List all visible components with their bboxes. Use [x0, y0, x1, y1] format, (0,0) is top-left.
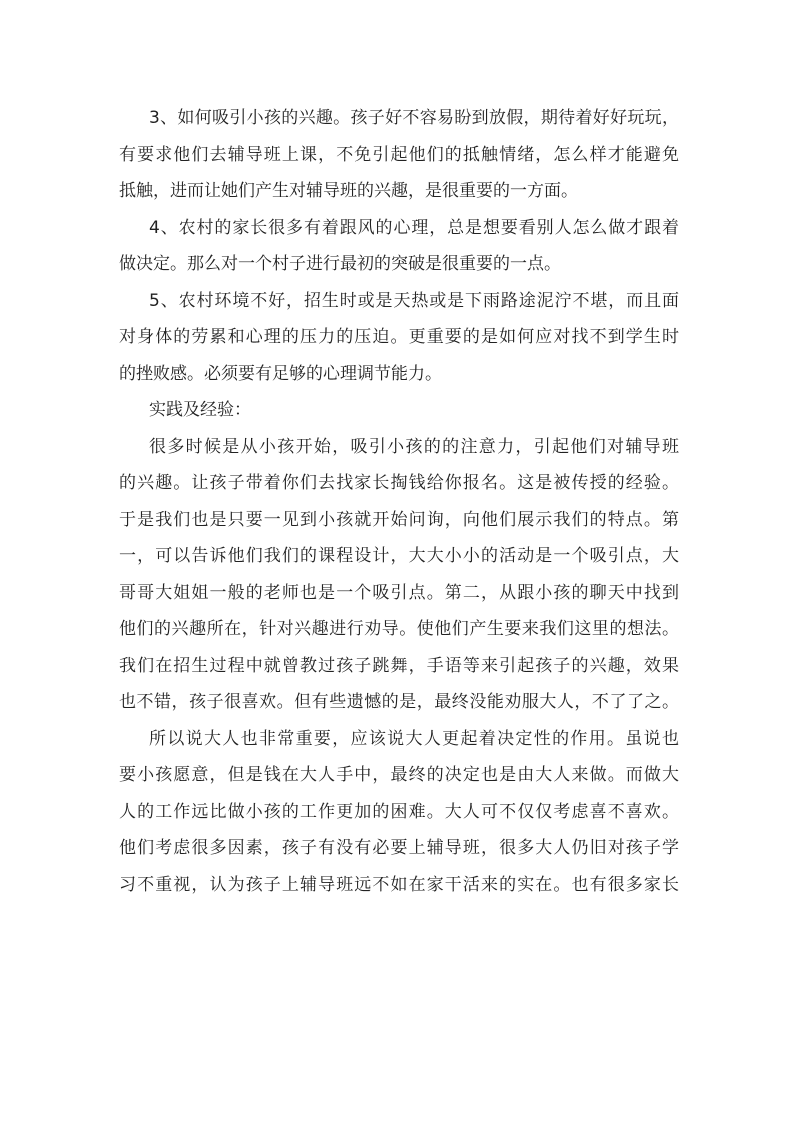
text-line: 他们考虑很多因素，孩子有没有必要上辅导班，很多大人仍旧对孩子学 [119, 838, 679, 858]
text-line: 人的工作远比做小孩的工作更加的困难。大人可不仅仅考虑喜不喜欢。 [119, 801, 679, 822]
text-line: 所以说大人也非常重要，应该说大人更起着决定性的作用。虽说也 [149, 728, 679, 749]
text-line: 要小孩愿意，但是钱在大人手中，最终的决定也是由大人来做。而做大 [119, 765, 679, 785]
document-page [119, 103, 679, 906]
text-line: 他们的兴趣所在，针对兴趣进行劝导。使他们产生要来我们这里的想法。 [119, 619, 679, 639]
text-line: 5、农村环境不好，招生时或是天热或是下雨路途泥泞不堪，而且面 [149, 290, 679, 311]
text-line: 于是我们也是只要一见到小孩就开始问询，向他们展示我们的特点。第 [119, 509, 679, 530]
text-line: 的兴趣。让孩子带着你们去找家长掏钱给你报名。这是被传授的经验。 [119, 473, 679, 493]
text-line: 抵触，进而让她们产生对辅导班的兴趣，是很重要的一方面。 [119, 181, 578, 201]
text-line: 对身体的劳累和心理的压力的压迫。更重要的是如何应对找不到学生时 [119, 327, 679, 347]
text-line: 有要求他们去辅导班上课，不免引起他们的抵触情绪，怎么样才能避免 [119, 144, 679, 165]
text-line: 的挫败感。必须要有足够的心理调节能力。 [119, 363, 442, 384]
text-line: 也不错，孩子很喜欢。但有些遗憾的是，最终没能劝服大人，不了了之。 [119, 692, 679, 712]
text-line: 我们在招生过程中就曾教过孩子跳舞，手语等来引起孩子的兴趣，效果 [119, 655, 679, 676]
text-line: 习不重视，认为孩子上辅导班远不如在家干活来的实在。也有很多家长 [119, 874, 679, 895]
text-line: 3、如何吸引小孩的兴趣。孩子好不容易盼到放假，期待着好好玩玩， [149, 108, 679, 128]
text-line: 4、农村的家长很多有着跟风的心理，总是想要看别人怎么做才跟着 [149, 217, 679, 238]
text-line: 一，可以告诉他们我们的课程设计，大大小小的活动是一个吸引点，大 [119, 546, 679, 566]
text-line: 很多时候是从小孩开始，吸引小孩的的注意力，引起他们对辅导班 [149, 436, 679, 457]
section-heading: 实践及经验： [149, 400, 251, 420]
text-line: 做决定。那么对一个村子进行最初的突破是很重要的一点。 [119, 254, 561, 274]
text-line: 哥哥大姐姐一般的老师也是一个吸引点。第二，从跟小孩的聊天中找到 [119, 582, 679, 603]
